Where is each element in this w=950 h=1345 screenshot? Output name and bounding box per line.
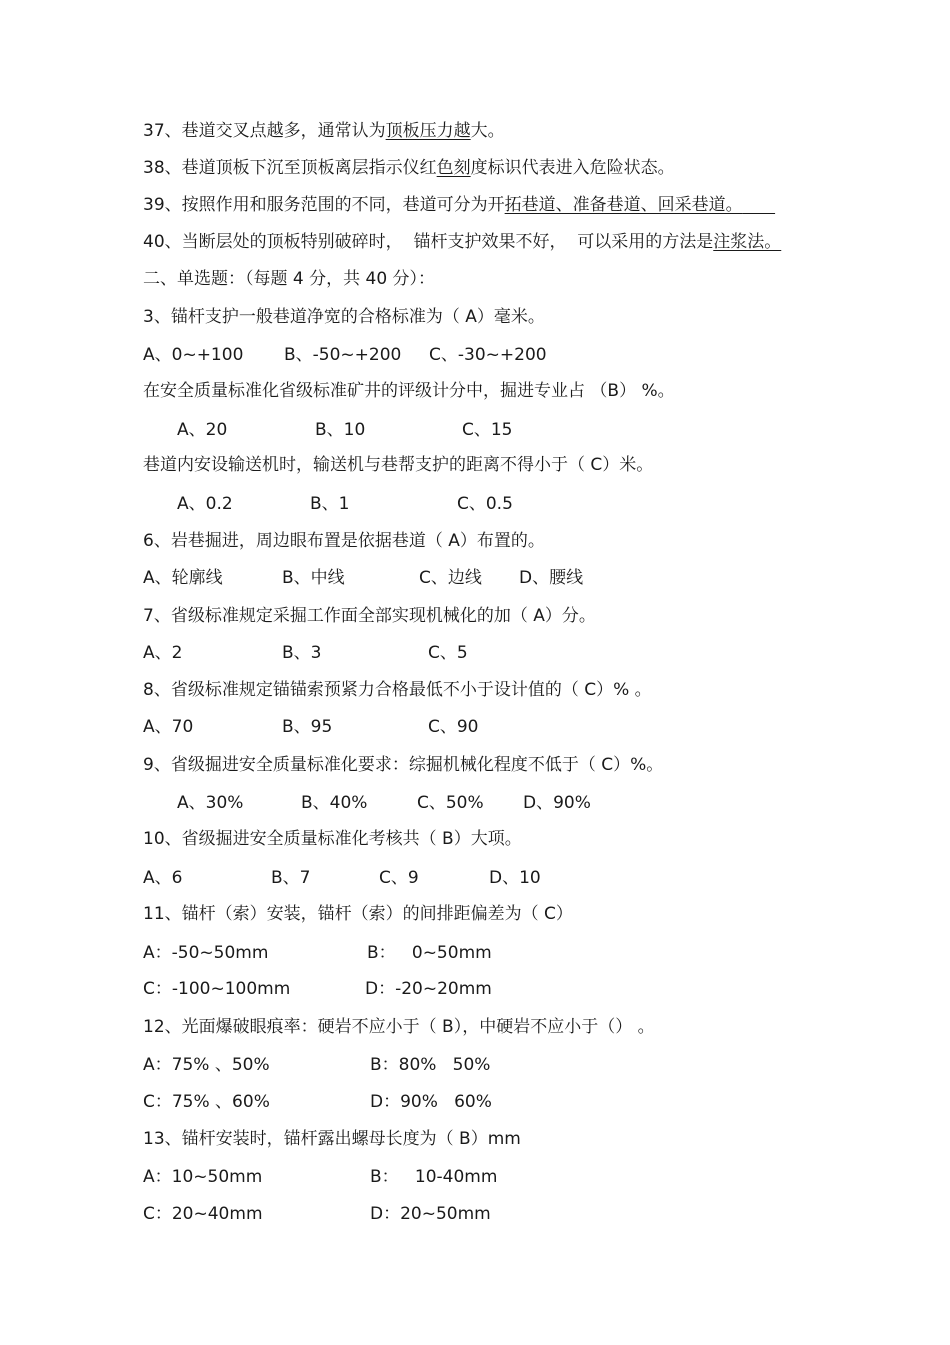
option: B、1 bbox=[310, 494, 350, 514]
option: B、3 bbox=[282, 643, 322, 663]
question-text: 12、光面爆破眼痕率：硬岩不应小于（ B），中硬岩不应小于（） 。 bbox=[143, 1017, 655, 1037]
option: B、7 bbox=[271, 868, 311, 888]
question-text: 8、省级标准规定锚锚索预紧力合格最低不小于设计值的（ C）% 。 bbox=[143, 680, 652, 700]
option: C、-30~+200 bbox=[429, 345, 547, 365]
option: A、0~+100 bbox=[143, 345, 244, 365]
option: A：75% 、50% bbox=[143, 1055, 270, 1075]
option: A、70 bbox=[143, 717, 194, 737]
option: C、15 bbox=[462, 420, 513, 440]
option: C、9 bbox=[379, 868, 419, 888]
option: D：-20~20mm bbox=[365, 979, 492, 999]
question-text: 3、锚杆支护一般巷道净宽的合格标准为（ A）毫米。 bbox=[143, 307, 545, 327]
section-title: 二、单选题：（每题 4 分，共 40 分）： bbox=[143, 269, 436, 289]
option: B：80% 50% bbox=[370, 1055, 491, 1075]
option: A、0.2 bbox=[177, 494, 233, 514]
option: C：75% 、60% bbox=[143, 1092, 270, 1112]
option: B、40% bbox=[301, 793, 368, 813]
fill-in-item bbox=[143, 194, 775, 216]
option: A、30% bbox=[177, 793, 244, 813]
option: B、-50~+200 bbox=[284, 345, 402, 365]
question-text: 10、省级掘进安全质量标准化考核共（ B）大项。 bbox=[143, 829, 522, 849]
option: C、边线 bbox=[419, 568, 482, 588]
option: C、90 bbox=[428, 717, 479, 737]
option: A：10~50mm bbox=[143, 1167, 263, 1187]
question-text: 7、省级标准规定采掘工作面全部实现机械化的加（ A）分。 bbox=[143, 606, 596, 626]
question-text: 度标识代表进入危险状态。 bbox=[470, 158, 675, 178]
option: A、2 bbox=[143, 643, 183, 663]
question-text: 40、当断层处的顶板特别破碎时， 锚杆支护效果不好， 可以采用的方法是 bbox=[143, 232, 714, 252]
question-text: 大。 bbox=[470, 121, 505, 141]
option: D：20~50mm bbox=[370, 1204, 491, 1224]
option: C、50% bbox=[417, 793, 484, 813]
option: B、95 bbox=[282, 717, 333, 737]
fill-in-item bbox=[143, 120, 505, 142]
question-text: 6、岩巷掘进，周边眼布置是依据巷道（ A）布置的。 bbox=[143, 531, 545, 551]
option: B： 10-40mm bbox=[370, 1167, 498, 1187]
option: D、90% bbox=[523, 793, 591, 813]
question-text: 39、按照作用和服务范围的不同，巷道可分为开 bbox=[143, 195, 505, 215]
underlined-answer: 顶板压力越 bbox=[385, 121, 471, 141]
question-text: 在安全质量标准化省级标准矿井的评级计分中，掘进专业占 （B） %。 bbox=[143, 381, 675, 401]
option: A：-50~50mm bbox=[143, 943, 269, 963]
question-text: 11、锚杆（索）安装，锚杆（索）的间排距偏差为（ C） bbox=[143, 904, 573, 924]
fill-in-item bbox=[143, 157, 675, 179]
option: A、6 bbox=[143, 868, 183, 888]
option: C、5 bbox=[428, 643, 468, 663]
underlined-answer: 拓巷道、准备巷道、回采巷道。 bbox=[504, 195, 743, 215]
question-text: 9、省级掘进安全质量标准化要求：综掘机械化程度不低于（ C）%。 bbox=[143, 755, 664, 775]
option: A、20 bbox=[177, 420, 228, 440]
question-text: 37、巷道交叉点越多，通常认为 bbox=[143, 121, 386, 141]
option: C：-100~100mm bbox=[143, 979, 291, 999]
question-text: 巷道内安设输送机时，输送机与巷帮支护的距离不得小于（ C）米。 bbox=[143, 455, 654, 475]
question-text: 13、锚杆安装时，锚杆露出螺母长度为（ B）mm bbox=[143, 1129, 521, 1149]
fill-in-item bbox=[143, 231, 781, 253]
option: B、中线 bbox=[282, 568, 345, 588]
underlined-answer: 注浆法。 bbox=[713, 232, 782, 252]
option: D：90% 60% bbox=[370, 1092, 492, 1112]
option: D、10 bbox=[489, 868, 541, 888]
option: B： 0~50mm bbox=[367, 943, 492, 963]
underline-blank bbox=[743, 195, 775, 215]
option: B、10 bbox=[315, 420, 366, 440]
question-text: 38、巷道顶板下沉至顶板离层指示仪红 bbox=[143, 158, 437, 178]
option: D、腰线 bbox=[519, 568, 584, 588]
option: C：20~40mm bbox=[143, 1204, 263, 1224]
option: A、轮廓线 bbox=[143, 568, 223, 588]
option: C、0.5 bbox=[457, 494, 513, 514]
underlined-answer: 色刻 bbox=[436, 158, 471, 178]
